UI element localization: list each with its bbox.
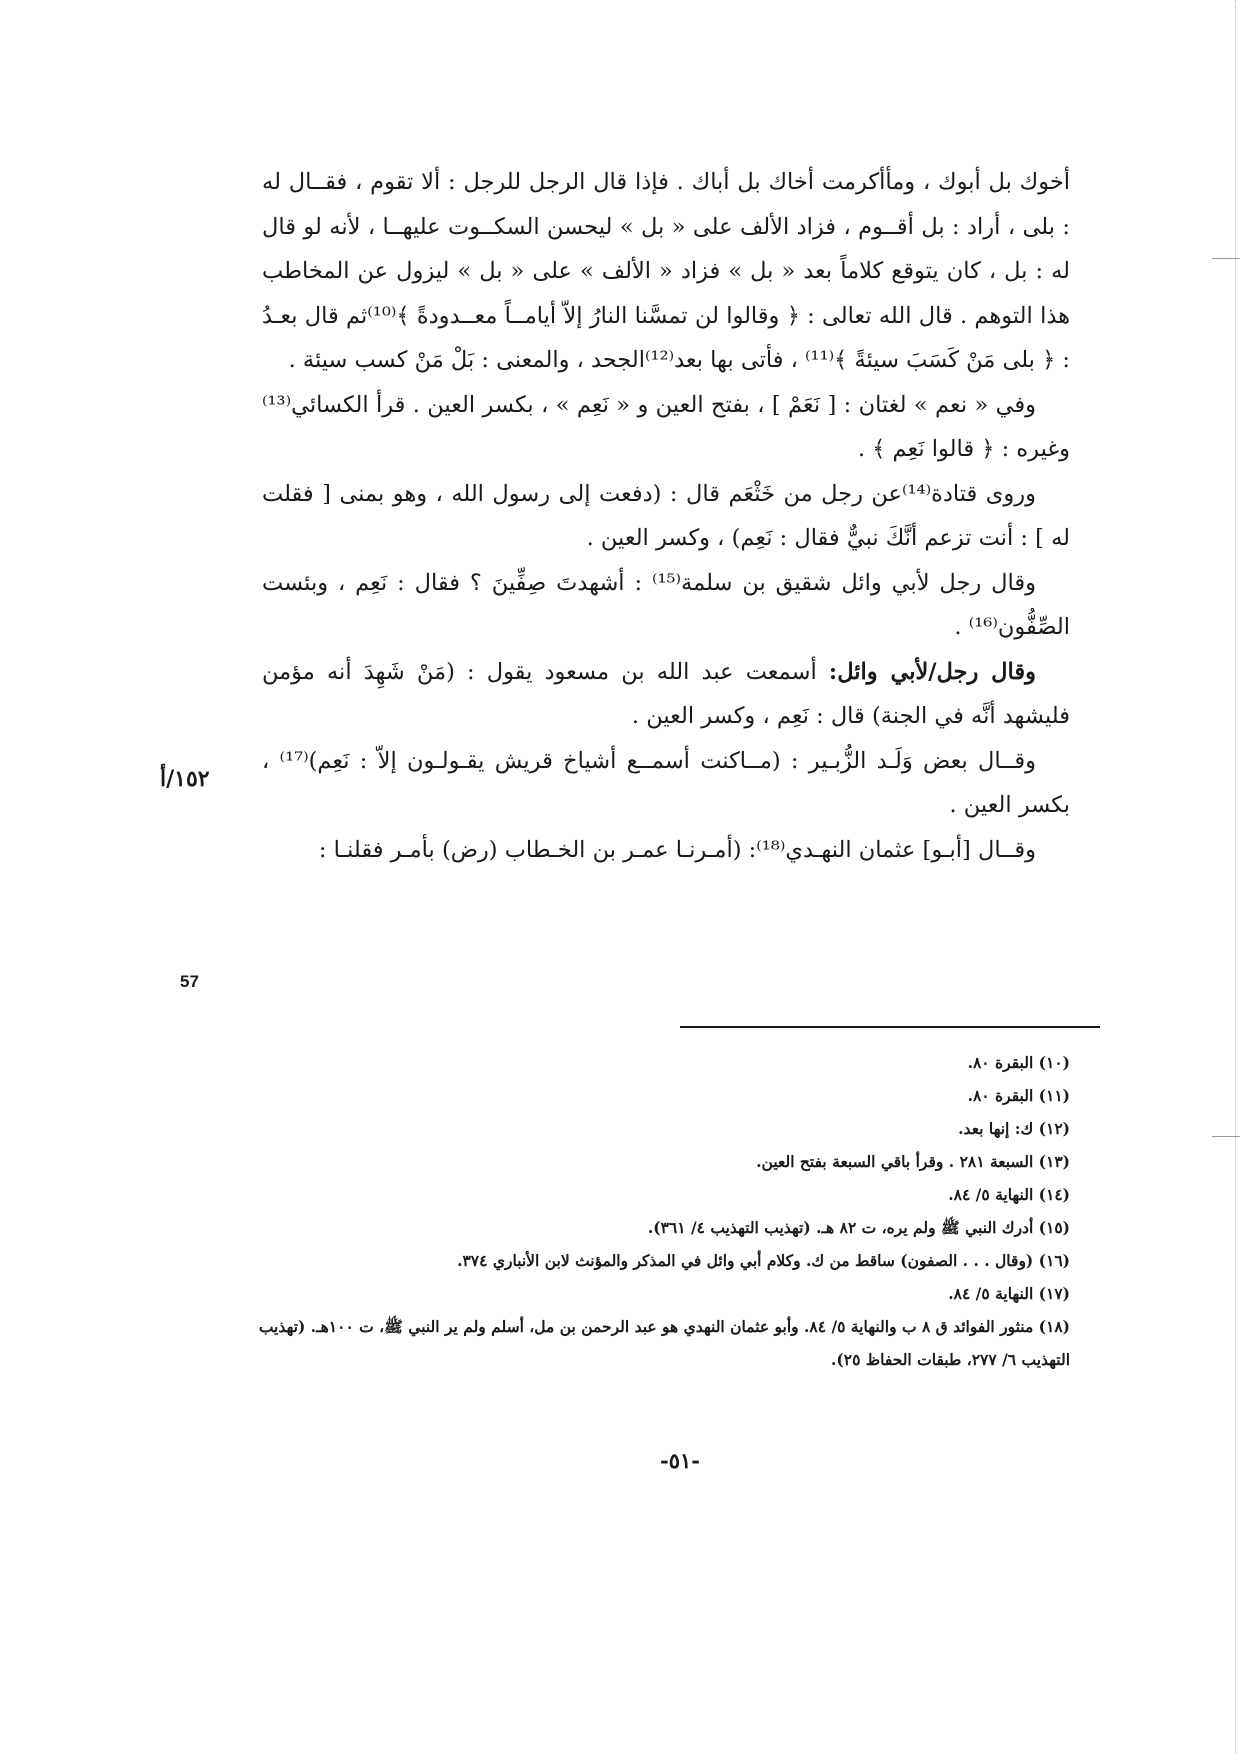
paragraph: وقــال [أبـو] عثمان النهـدي⁽¹⁸⁾: (أمـرنـا عمـر بن الخـطاب (رض) بأمـر فقلنـا : — [318, 836, 1036, 863]
footnote: (١٦) (وقال . . . الصفون) ساقط من ك. وكلام أبي وائل في المذكر والمؤنث لابن الأنباري ٣٧٤. — [457, 1251, 1070, 1270]
manuscript-folio-marker: ١٥٢/أ — [160, 766, 210, 792]
page-edge-line — [1235, 0, 1236, 1754]
paragraph: وقــال بعض وَلَـد الزُّبـير : (مــاكنت أسمــع أشياخ قريش يقـولـون إلاّ : نَعِم)⁽¹⁷⁾ ، بكسر العين . — [262, 747, 1070, 818]
footnote-divider — [680, 1026, 1100, 1028]
footnote: (١٥) أدرك النبي ﷺ ولم يره، ت ٨٢ هـ. (تهذيب التهذيب ٤/ ٣٦١). — [647, 1218, 1070, 1237]
paragraph: وفي « نعم » لغتان : [ نَعَمْ ] ، بفتح العين و « نَعِم » ، بكسر العين . قرأ الكسائي⁽¹³⁾وغيره : ﴿ قالوا نَعِم ﴾ . — [262, 391, 1070, 462]
page-number: -٥١- — [660, 1448, 700, 1473]
paragraph-text: أسمعت عبد الله بن مسعود يقول : (مَنْ شَهِدَ أنه مؤمن فليشهد أنَّه في الجنة) قال : نَعِم ، وكسر العين . — [262, 658, 1070, 729]
footnote: (١١) البقرة ٨٠. — [967, 1086, 1070, 1105]
footnote: (١٣) السبعة ٢٨١ . وقرأ باقي السبعة بفتح العين. — [756, 1152, 1070, 1171]
paragraph: أخوك بل أبوك ، ومأأكرمت أخاك بل أباك . فإذا قال الرجل للرجل : ألا تقوم ، فقــال له : بلى ، أراد : بل أقــوم ، فزاد الألف على « بل » ليحسن السكــوت عليهــا ، لأنه لو قال له : بل ، كان يتوقع كلاماً بعد « بل » فزاد « الألف » على « بل » ليزول عن المخاطب هذا التوهم . قال الله تعالى : ﴿ وقالوا لن تمسَّنا النارُ إلاّ أيامــاً معــدودةً ﴾⁽¹⁰⁾ثم قال بعـدُ : ﴿ بلى مَنْ كَسَبَ سيئةً ﴾⁽¹¹⁾ ، فأتى بها بعد⁽¹²⁾الجحد ، والمعنى : بَلْ مَنْ كسب سيئة . — [262, 169, 1070, 373]
footnote: (١٢) ك: إنها بعد. — [958, 1119, 1070, 1138]
page-edge-tick — [1212, 258, 1240, 259]
main-text — [262, 160, 1070, 872]
page-badge: 57 — [180, 972, 199, 991]
paragraph: وقال رجل لأبي وائل شقيق بن سلمة⁽¹⁵⁾ : أشهدتَ صِفِّينَ ؟ فقال : نَعِم ، وبئست الصِّفُّون⁽¹⁶⁾ . — [262, 569, 1070, 640]
footnote: (١٨) منثور الفوائد ق ٨ ب والنهاية ٥/ ٨٤. وأبو عثمان النهدي هو عبد الرحمن بن مل، أسلم ولم ير النبي ﷺ، ت ١٠٠هـ. (تهذيب التهذيب ٦/ ٢٧٧، طبقات الحفاظ ٢٥). — [258, 1317, 1070, 1369]
bold-lead: وقال رجل/لأبي وائل: — [828, 658, 1036, 685]
page-edge-tick — [1212, 1136, 1240, 1137]
paragraph — [262, 650, 1070, 739]
paragraph: وروى قتادة⁽¹⁴⁾عن رجل من خَثْعَم قال : (دفعت إلى رسول الله ، وهو بمنى [ فقلت له ] : أنت تزعم أنَّكَ نبيٌّ فقال : نَعِم) ، وكسر العين . — [262, 480, 1070, 551]
footnotes — [255, 1046, 1070, 1376]
footnote: (١٤) النهاية ٥/ ٨٤. — [948, 1185, 1070, 1204]
footnote: (١٧) النهاية ٥/ ٨٤. — [948, 1284, 1070, 1303]
footnote: (١٠) البقرة ٨٠. — [967, 1053, 1070, 1072]
